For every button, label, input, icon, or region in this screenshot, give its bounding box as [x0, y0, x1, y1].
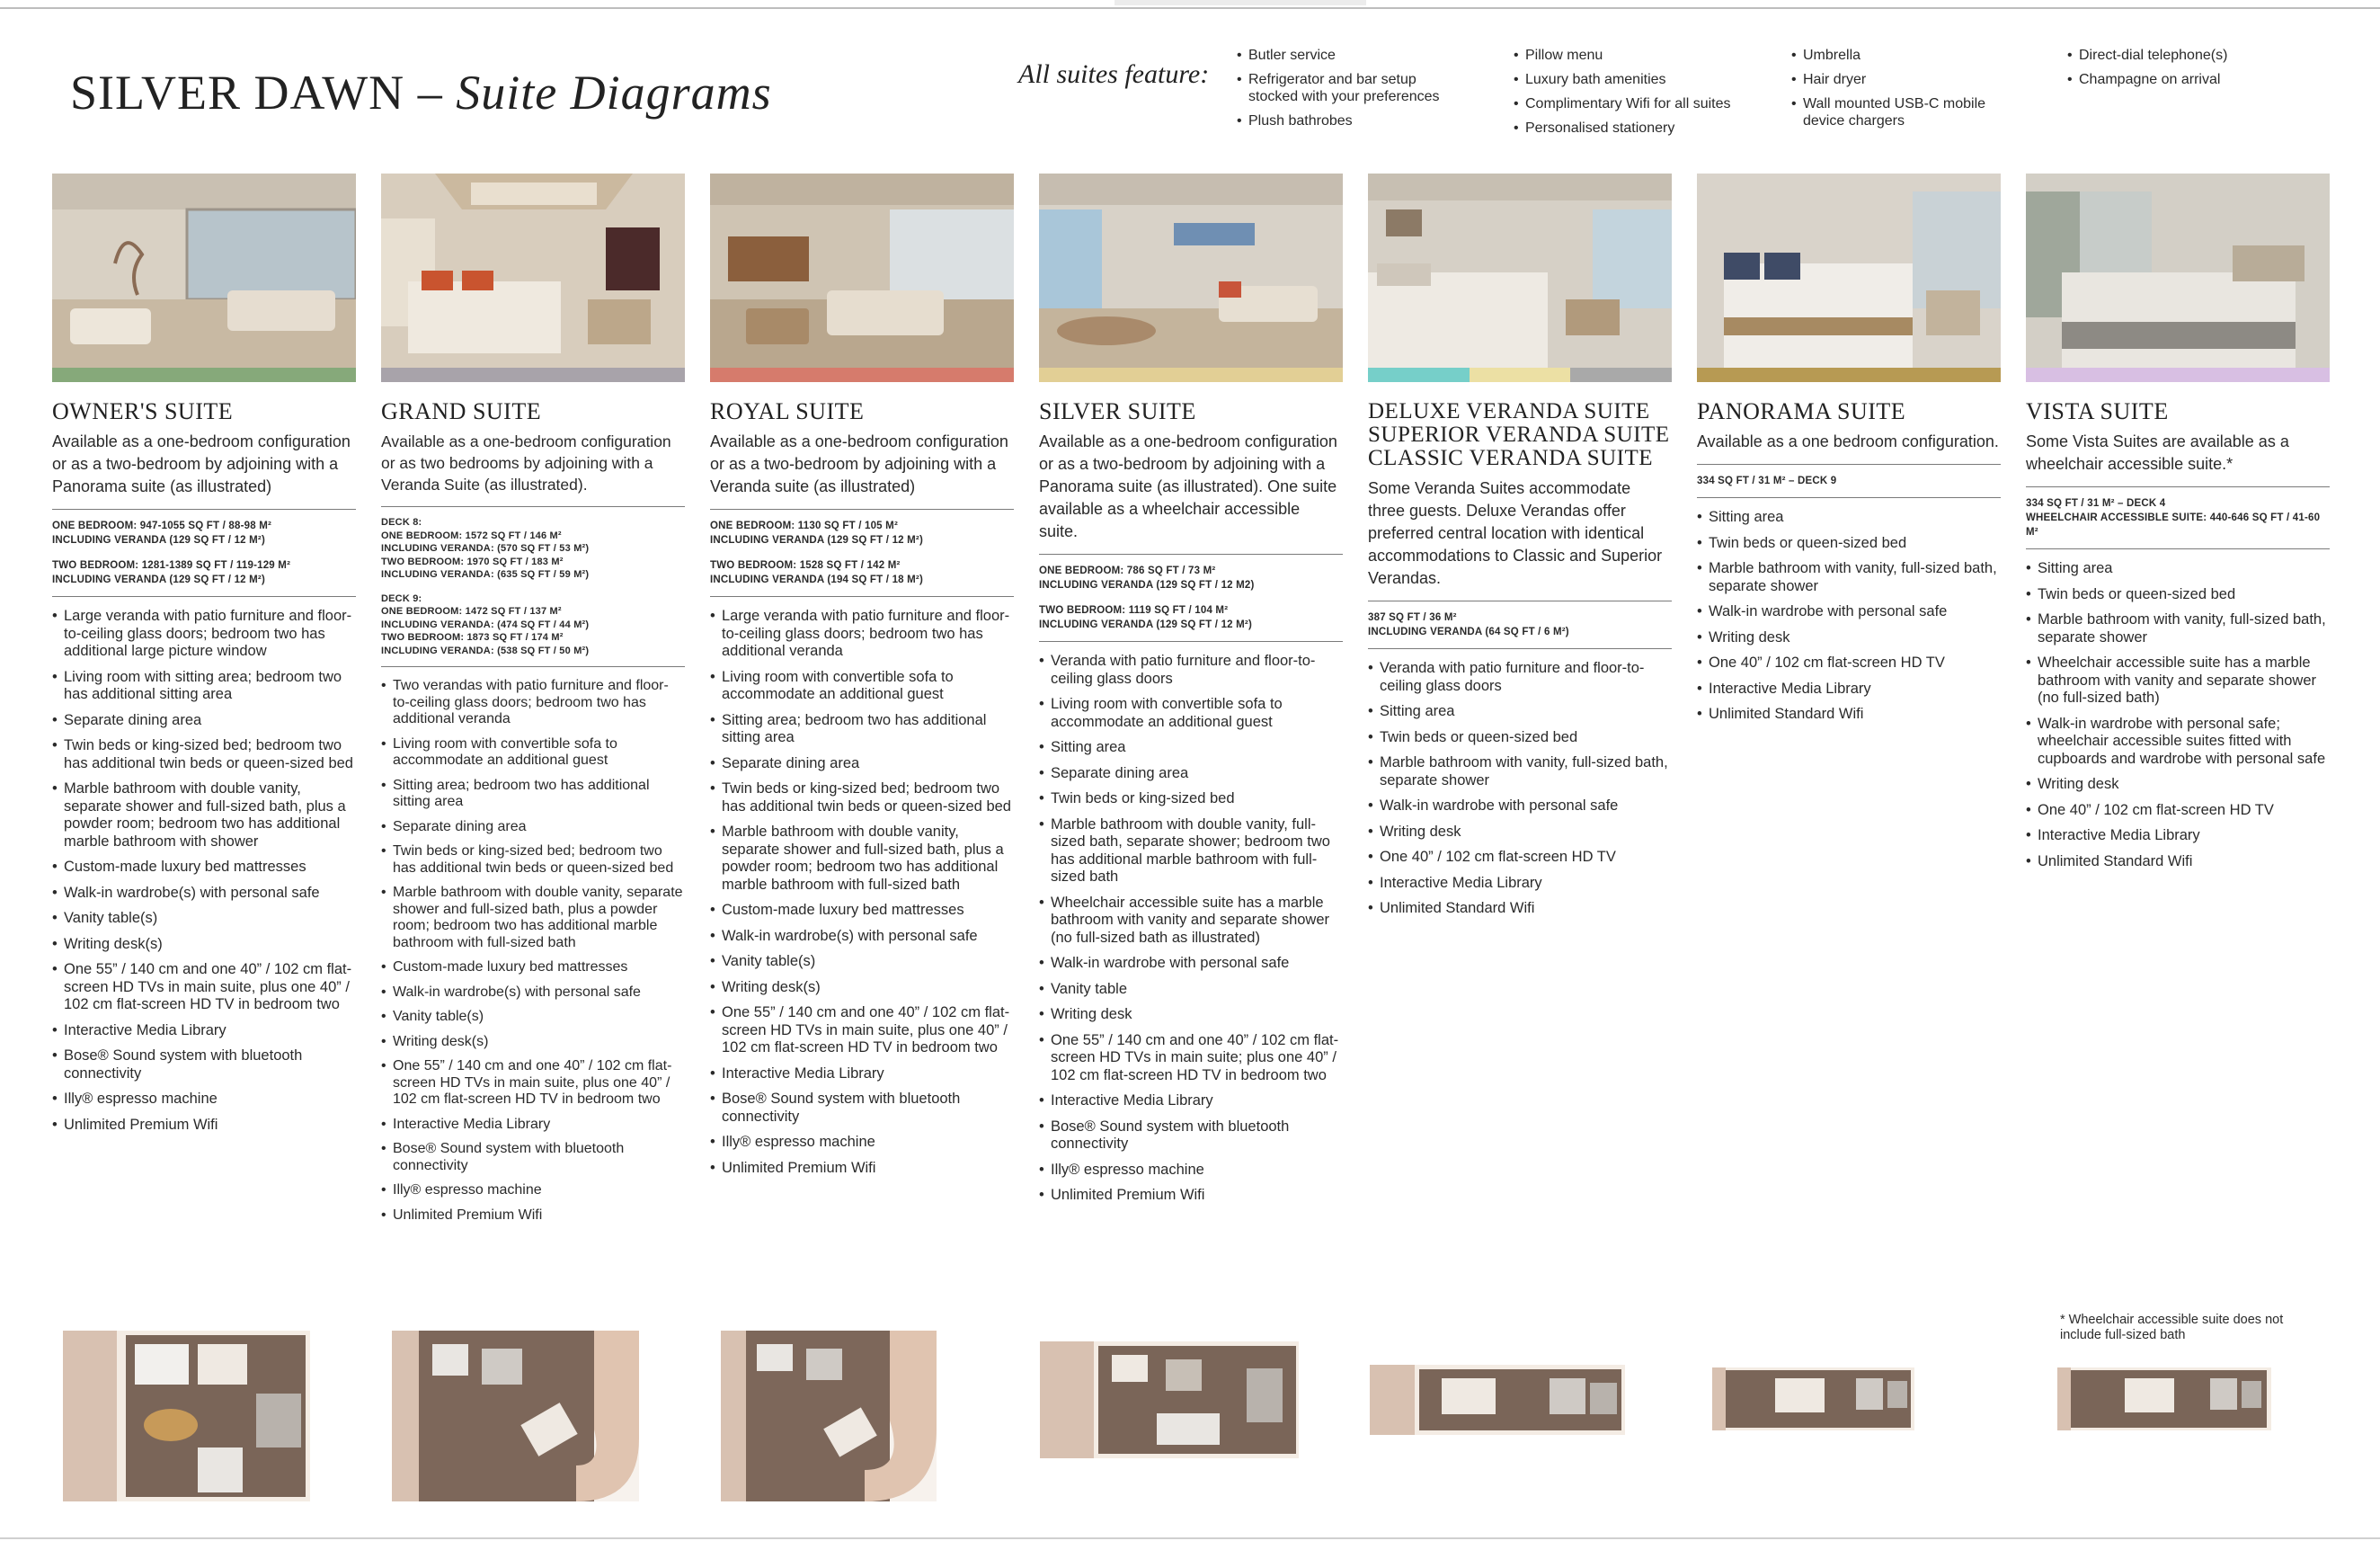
all-suites-list-1 [1237, 47, 1488, 137]
size-line: INCLUDING VERANDA (194 SQ FT / 18 M²) [710, 575, 923, 585]
feature-item: • Writing desk(s) [381, 1034, 685, 1051]
feature-item: • Walk-in wardrobe(s) with personal safe [710, 928, 1014, 946]
top-tab-marker [1115, 0, 1366, 5]
floor-plan-silver [1040, 1341, 1299, 1458]
feature-item: • Veranda with patio furniture and floor-to-ceiling glass doors [1368, 660, 1672, 695]
suite-photo-panorama [1697, 174, 2001, 382]
feature-item: • One 40” / 102 cm flat-screen HD TV [1368, 849, 1672, 867]
feature-item: • One 55” / 140 cm and one 40” / 102 cm flat-screen HD TVs in main suite; plus one 40” / 102 cm flat-screen HD TV in bedroom two [1039, 1032, 1343, 1085]
size-group [381, 592, 685, 658]
feature-item: • Bose® Sound system with bluetooth connectivity [710, 1091, 1014, 1126]
feature-item: • Twin beds or queen-sized bed [1697, 535, 2001, 553]
size-line: 334 SQ FT / 31 M² – DECK 9 [1697, 476, 1837, 486]
feature-item: • Living room with sitting area; bedroom two has additional sitting area [52, 669, 356, 704]
floor-plan-grand [392, 1331, 639, 1501]
suite-description: Available as a one-bedroom configuration or as a two-bedroom by adjoining with a Veranda suite (as illustrated) [710, 432, 1008, 495]
floor-plan-vista [2057, 1367, 2271, 1430]
feature-item: • Twin beds or king-sized bed; bedroom two has additional twin beds or queen-sized bed [52, 737, 356, 772]
living-room-photo [1039, 174, 1343, 368]
bedroom-photo [1368, 174, 1672, 368]
feature-item: • Writing desk [2026, 776, 2330, 794]
size-line: ONE BEDROOM: 1472 SQ FT / 137 M² [381, 606, 562, 617]
bedroom-photo [381, 174, 685, 368]
size-line: DECK 9: [381, 592, 422, 604]
all-suites-item: • Hair dryer [1791, 71, 2043, 88]
feature-item: • Living room with convertible sofa to accommodate an additional guest [710, 669, 1014, 704]
suite-column-vista [2026, 174, 2330, 878]
suite-features [52, 608, 356, 1134]
feature-item: • Illy® espresso machine [381, 1182, 685, 1199]
suite-photo-veranda [1368, 174, 1672, 382]
size-group [1039, 564, 1343, 592]
suite-photo-royal [710, 174, 1014, 382]
feature-item: • Unlimited Standard Wifi [2026, 853, 2330, 871]
suite-description: Some Vista Suites are available as a wheelchair accessible suite.* [2026, 432, 2289, 473]
feature-item: • Separate dining area [381, 819, 685, 836]
feature-item: • One 55” / 140 cm and one 40” / 102 cm flat-screen HD TVs in main suite, plus one 40” / 102 cm flat-screen HD TV in bedroom two [52, 961, 356, 1014]
feature-item: • Interactive Media Library [2026, 827, 2330, 845]
feature-item: • Veranda with patio furniture and floor-to-ceiling glass doors [1039, 653, 1343, 688]
feature-item: • Custom-made luxury bed mattresses [381, 959, 685, 976]
feature-item: • Marble bathroom with vanity, full-sized bath, separate shower [1697, 560, 2001, 595]
suite-name: GRAND SUITE [381, 398, 542, 424]
feature-item: • Large veranda with patio furniture and floor-to-ceiling glass doors; bedroom two has additional large picture window [52, 608, 356, 661]
suite-column-silver [1039, 174, 1343, 1213]
feature-item: • Unlimited Premium Wifi [710, 1160, 1014, 1178]
feature-item: • One 55” / 140 cm and one 40” / 102 cm flat-screen HD TVs in main suite, plus one 40” / 102 cm flat-screen HD TV in bedroom two [710, 1004, 1014, 1057]
feature-item: • Separate dining area [52, 712, 356, 730]
feature-item: • Unlimited Premium Wifi [52, 1117, 356, 1135]
feature-item: • Bose® Sound system with bluetooth connectivity [1039, 1118, 1343, 1154]
feature-item: • Writing desk [1039, 1006, 1343, 1024]
feature-item: • Writing desk [1697, 629, 2001, 647]
all-suites-list-4 [2067, 47, 2319, 95]
feature-item: • Interactive Media Library [52, 1022, 356, 1040]
suite-name: DELUXE VERANDA SUITE SUPERIOR VERANDA SUITE CLASSIC VERANDA SUITE [1368, 399, 1670, 470]
size-line: INCLUDING VERANDA: (570 SQ FT / 53 M²) [381, 543, 590, 554]
size-line: ONE BEDROOM: 786 SQ FT / 73 M² [1039, 566, 1216, 576]
feature-item: • Bose® Sound system with bluetooth connectivity [381, 1141, 685, 1174]
feature-item: • Writing desk(s) [710, 979, 1014, 997]
feature-item: • Marble bathroom with vanity, full-sized bath, separate shower [1368, 754, 1672, 789]
feature-item: • Living room with convertible sofa to accommodate an additional guest [1039, 696, 1343, 731]
suite-photo-vista [2026, 174, 2330, 382]
size-group [52, 519, 356, 548]
feature-item: • Walk-in wardrobe with personal safe; wheelchair accessible suites fitted with cupboards and wardrobe with personal safe [2026, 716, 2330, 769]
feature-item: • Bose® Sound system with bluetooth connectivity [52, 1047, 356, 1082]
feature-item: • Writing desk [1368, 824, 1672, 842]
feature-item: • Illy® espresso machine [1039, 1162, 1343, 1180]
feature-item: • Twin beds or queen-sized bed [2026, 586, 2330, 604]
feature-item: • Marble bathroom with double vanity, full-sized bath, separate shower; bedroom two has additional marble bathroom with full-sized bath [1039, 816, 1343, 886]
feature-item: • Walk-in wardrobe with personal safe [1697, 603, 2001, 621]
title-subtitle: Suite Diagrams [456, 66, 772, 120]
suite-description: Available as a one-bedroom configuration or as two bedrooms by adjoining with a Veranda Suite (as illustrated). [381, 432, 671, 494]
suite-description: Available as a one-bedroom configuration or as a two-bedroom by adjoining with a Panorama suite (as illustrated). One suite available as a wheelchair accessible suite. [1039, 432, 1337, 540]
suite-column-royal [710, 174, 1014, 1185]
size-line: TWO BEDROOM: 1119 SQ FT / 104 M² [1039, 605, 1229, 616]
size-line: INCLUDING VERANDA (129 SQ FT / 12 M²) [1039, 619, 1252, 630]
feature-item: • Interactive Media Library [1697, 681, 2001, 699]
all-suites-item: • Wall mounted USB-C mobile device chargers [1791, 95, 2010, 129]
size-line: INCLUDING VERANDA: (538 SQ FT / 50 M²) [381, 645, 590, 656]
feature-item: • Walk-in wardrobe with personal safe [1368, 797, 1672, 815]
feature-item: • Sitting area; bedroom two has additional sitting area [710, 712, 1014, 747]
wheelchair-footnote: * Wheelchair accessible suite does not include full-sized bath [2060, 1313, 2284, 1342]
size-group [381, 516, 685, 582]
feature-item: • Vanity table(s) [52, 910, 356, 928]
suite-sizes [2026, 486, 2330, 549]
size-line: INCLUDING VERANDA: (635 SQ FT / 59 M²) [381, 569, 590, 580]
size-line: INCLUDING VERANDA: (474 SQ FT / 44 M²) [381, 619, 590, 630]
suite-features [710, 608, 1014, 1177]
feature-item: • Twin beds or king-sized bed [1039, 790, 1343, 808]
all-suites-item: • Umbrella [1791, 47, 2043, 64]
feature-item: • Twin beds or king-sized bed; bedroom two has additional twin beds or queen-sized bed [381, 843, 685, 877]
feature-item: • Unlimited Standard Wifi [1697, 706, 2001, 724]
suite-column-panorama [1697, 174, 2001, 732]
suite-sizes [1368, 601, 1672, 649]
feature-item: • Marble bathroom with vanity, full-sized bath, separate shower [2026, 611, 2330, 646]
all-suites-list-3 [1791, 47, 2043, 137]
feature-item: • Interactive Media Library [710, 1065, 1014, 1083]
feature-item: • Custom-made luxury bed mattresses [52, 859, 356, 877]
suite-photo-silver [1039, 174, 1343, 382]
suite-photo-owners [52, 174, 356, 382]
feature-item: • Vanity table(s) [381, 1009, 685, 1026]
size-line: INCLUDING VERANDA (129 SQ FT / 12 M²) [710, 535, 923, 546]
size-line: WHEELCHAIR ACCESSIBLE SUITE: 440-646 SQ FT / 41-60 M² [2026, 512, 2321, 538]
feature-item: • Walk-in wardrobe(s) with personal safe [381, 984, 685, 1002]
feature-item: • Sitting area [1368, 703, 1672, 721]
feature-item: • Interactive Media Library [1368, 875, 1672, 893]
suite-sizes [1039, 554, 1343, 642]
feature-item: • Walk-in wardrobe with personal safe [1039, 955, 1343, 973]
feature-item: • Custom-made luxury bed mattresses [710, 902, 1014, 920]
suite-name: VISTA SUITE [2026, 398, 2169, 424]
feature-item: • Sitting area [1697, 509, 2001, 527]
suite-description: Available as a one-bedroom configuration or as a two-bedroom by adjoining with a Panorama suite (as illustrated) [52, 432, 351, 495]
bottom-rule [0, 1537, 2380, 1539]
feature-item: • Marble bathroom with double vanity, separate shower and full-sized bath, plus a powder room; bedroom two has additional marble bathroom with full-sized bath [710, 824, 1014, 894]
feature-item: • Vanity table(s) [710, 953, 1014, 971]
suite-features [2026, 560, 2330, 870]
all-suites-item: • Champagne on arrival [2067, 71, 2319, 88]
suite-name: OWNER'S SUITE [52, 398, 234, 424]
all-suites-label: All suites feature: [1018, 59, 1210, 89]
bedroom-photo [2026, 174, 2330, 368]
feature-item: • Twin beds or queen-sized bed [1368, 729, 1672, 747]
all-suites-item: • Luxury bath amenities [1514, 71, 1765, 88]
feature-item: • Writing desk(s) [52, 936, 356, 954]
floor-plan-owners [63, 1331, 310, 1501]
suite-features [1368, 660, 1672, 918]
size-line: INCLUDING VERANDA (129 SQ FT / 12 M²) [52, 535, 265, 546]
all-suites-item: • Pillow menu [1514, 47, 1765, 64]
feature-item: • Unlimited Premium Wifi [1039, 1187, 1343, 1205]
feature-item: • Separate dining area [710, 755, 1014, 773]
suite-features [1697, 509, 2001, 724]
suite-column-grand [381, 174, 685, 1232]
size-line: ONE BEDROOM: 1130 SQ FT / 105 M² [710, 521, 898, 531]
feature-item: • Marble bathroom with double vanity, separate shower and full-sized bath, plus a powder room; bedroom two has additional marble bathroom with full-sized bath [381, 885, 685, 951]
all-suites-item: • Butler service [1237, 47, 1488, 64]
size-group [52, 558, 356, 587]
top-rule [0, 7, 2380, 9]
feature-item: • Interactive Media Library [1039, 1092, 1343, 1110]
page-title [70, 65, 772, 120]
feature-item: • Wheelchair accessible suite has a marble bathroom with vanity and separate shower (no full-sized bath) [2026, 655, 2330, 708]
size-group [1368, 610, 1672, 639]
all-suites-item: • Complimentary Wifi for all suites [1514, 95, 1765, 112]
all-suites-item: • Direct-dial telephone(s) [2067, 47, 2319, 64]
size-line: TWO BEDROOM: 1970 SQ FT / 183 M² [381, 556, 564, 567]
feature-item: • Separate dining area [1039, 765, 1343, 783]
suite-photo-grand [381, 174, 685, 382]
floor-plan-panorama [1712, 1367, 1914, 1430]
size-group [710, 519, 1014, 548]
size-line: 334 SQ FT / 31 M² – DECK 4 [2026, 498, 2166, 509]
size-line: TWO BEDROOM: 1281-1389 SQ FT / 119-129 M² [52, 560, 291, 571]
size-line: DECK 8: [381, 517, 422, 528]
size-group [1697, 474, 2001, 488]
ship-name: SILVER DAWN [70, 66, 405, 120]
feature-item: • Sitting area [1039, 739, 1343, 757]
feature-item: • Two verandas with patio furniture and floor-to-ceiling glass doors; bedroom two has additional veranda [381, 678, 685, 728]
feature-item: • Marble bathroom with double vanity, separate shower and full-sized bath, plus a powder room; bedroom two has additional marble bathroom with shower [52, 780, 356, 851]
suite-sizes [1697, 464, 2001, 498]
size-line: ONE BEDROOM: 947-1055 SQ FT / 88-98 M² [52, 521, 272, 531]
suite-column-veranda [1368, 174, 1672, 926]
bedroom-photo [1697, 174, 2001, 368]
suite-features [1039, 653, 1343, 1205]
size-group [2026, 496, 2330, 539]
suite-description: Some Veranda Suites accommodate three guests. Deluxe Verandas offer preferred central location with identical accommodations to Classic and Superior Verandas. [1368, 479, 1663, 587]
title-dash: – [417, 66, 443, 120]
suite-column-owners [52, 174, 356, 1142]
size-group [710, 558, 1014, 587]
suite-features [381, 678, 685, 1224]
feature-item: • Sitting area; bedroom two has additional sitting area [381, 778, 685, 811]
feature-item: • Large veranda with patio furniture and floor-to-ceiling glass doors; bedroom two has additional veranda [710, 608, 1014, 661]
size-line: ONE BEDROOM: 1572 SQ FT / 146 M² [381, 530, 562, 541]
suite-name: ROYAL SUITE [710, 398, 865, 424]
size-line: TWO BEDROOM: 1873 SQ FT / 174 M² [381, 632, 564, 643]
feature-item: • Twin beds or king-sized bed; bedroom two has additional twin beds or queen-sized bed [710, 780, 1014, 815]
feature-item: • Interactive Media Library [381, 1117, 685, 1134]
size-line: 387 SQ FT / 36 M² [1368, 612, 1457, 623]
floor-plan-royal [721, 1331, 937, 1501]
feature-item: • Unlimited Premium Wifi [381, 1207, 685, 1225]
feature-item: • Walk-in wardrobe(s) with personal safe [52, 885, 356, 903]
feature-item: • One 40” / 102 cm flat-screen HD TV [2026, 802, 2330, 820]
feature-item: • Illy® espresso machine [52, 1091, 356, 1109]
all-suites-item: • Personalised stationery [1514, 120, 1765, 137]
feature-item: • Illy® espresso machine [710, 1134, 1014, 1152]
all-suites-list-2 [1514, 47, 1765, 144]
size-line: INCLUDING VERANDA (129 SQ FT / 12 M2) [1039, 580, 1255, 591]
floor-plan-veranda [1370, 1365, 1625, 1435]
feature-item: • One 40” / 102 cm flat-screen HD TV [1697, 655, 2001, 673]
feature-item: • Unlimited Standard Wifi [1368, 900, 1672, 918]
suite-description: Available as a one bedroom configuration. [1697, 432, 1999, 450]
suite-name: SILVER SUITE [1039, 398, 1196, 424]
size-line: TWO BEDROOM: 1528 SQ FT / 142 M² [710, 560, 901, 571]
size-group [1039, 603, 1343, 632]
all-suites-item: • Plush bathrobes [1237, 112, 1488, 129]
feature-item: • Wheelchair accessible suite has a marble bathroom with vanity and separate shower (no full-sized bath as illustrated) [1039, 895, 1343, 948]
feature-item: • Vanity table [1039, 981, 1343, 999]
size-line: INCLUDING VERANDA (129 SQ FT / 12 M²) [52, 575, 265, 585]
living-room-photo [710, 174, 1014, 368]
feature-item: • Sitting area [2026, 560, 2330, 578]
living-room-photo [52, 174, 356, 368]
feature-item: • Living room with convertible sofa to accommodate an additional guest [381, 736, 685, 770]
suite-name: PANORAMA SUITE [1697, 398, 1906, 424]
suite-sizes [381, 506, 685, 667]
all-suites-item: • Refrigerator and bar setup stocked with your preferences [1237, 71, 1464, 105]
feature-item: • One 55” / 140 cm and one 40” / 102 cm flat-screen HD TVs in main suite, plus one 40” / 102 cm flat-screen HD TV in bedroom two [381, 1058, 685, 1109]
suite-sizes [52, 509, 356, 597]
suite-sizes [710, 509, 1014, 597]
size-line: INCLUDING VERANDA (64 SQ FT / 6 M²) [1368, 627, 1569, 637]
